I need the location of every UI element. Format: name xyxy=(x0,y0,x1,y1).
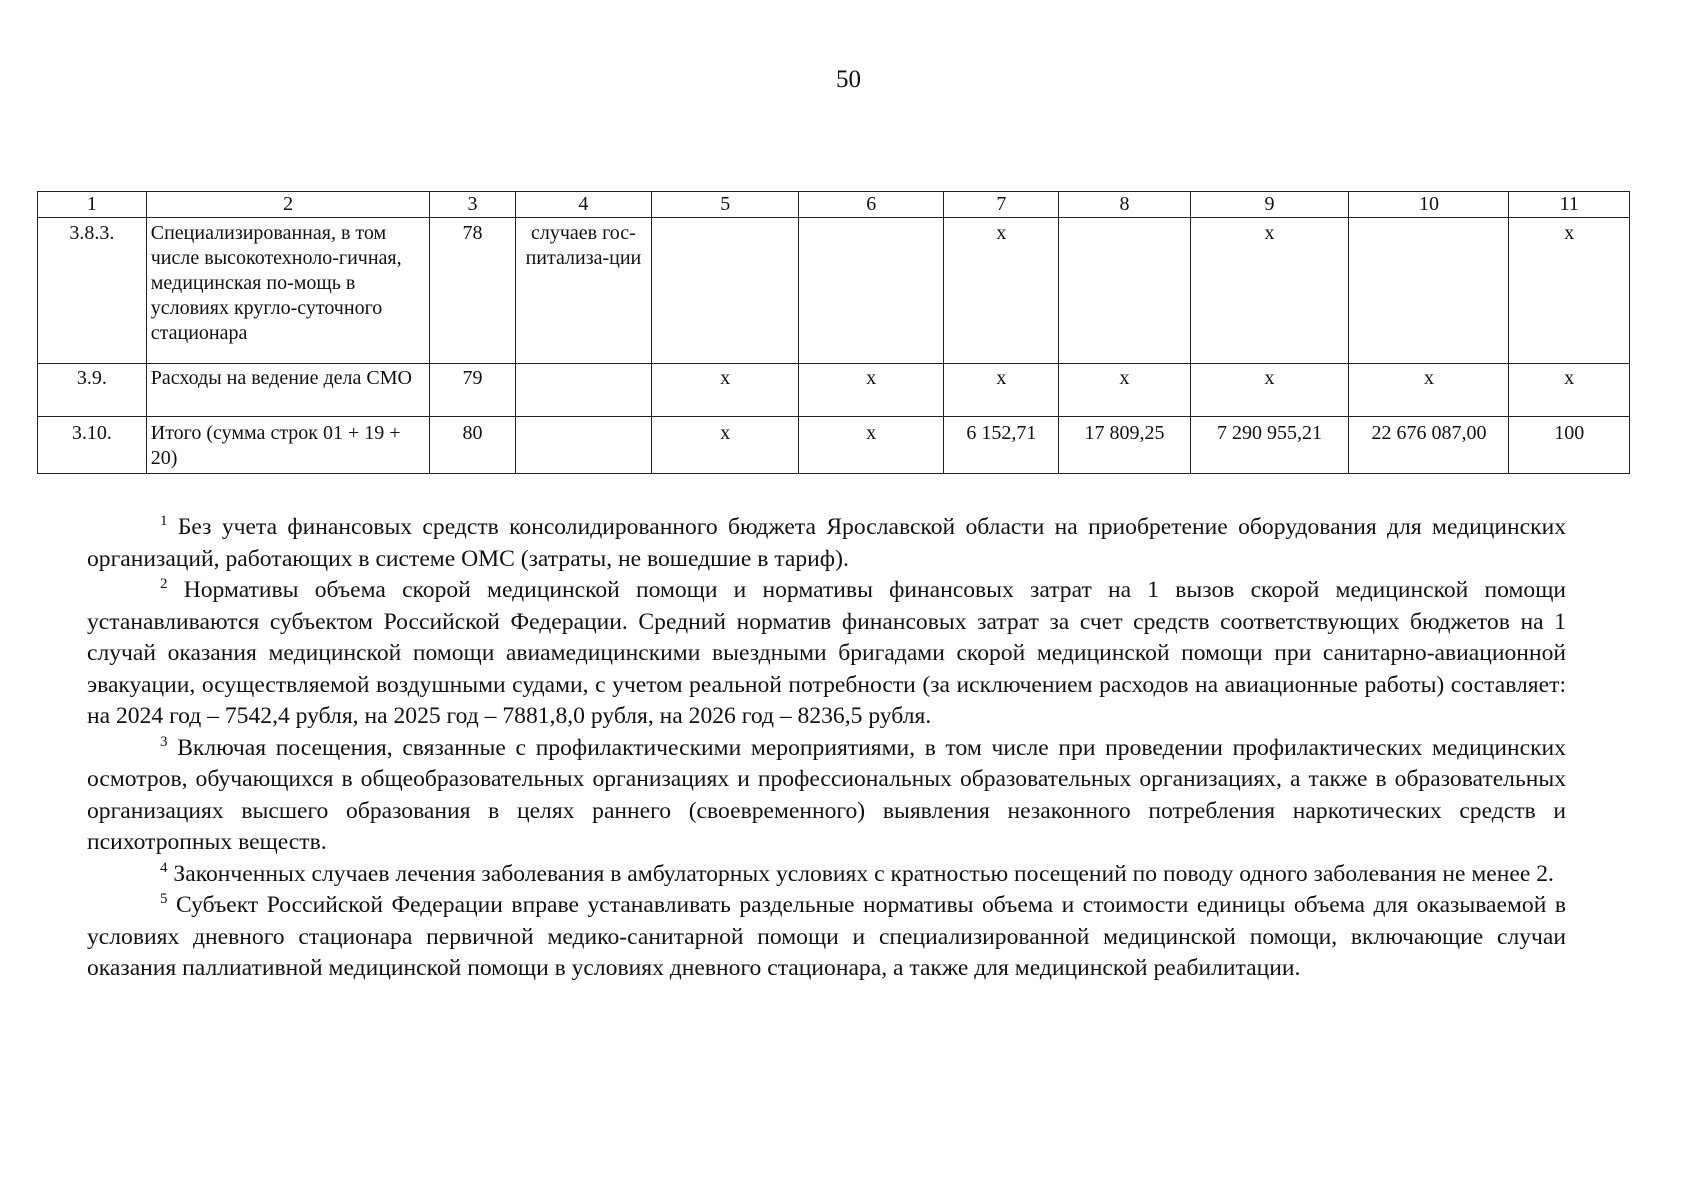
row-unit-cell xyxy=(515,417,651,474)
header-cell-5: 5 xyxy=(652,192,799,218)
footnote-text: Субъект Российской Федерации вправе устанавливать раздельные нормативы объема и стоимости единицы объема для оказываемой в условиях дневного стационара первичной медико-санитарной помощи и специализированной медицинской помощи, включающие случаи оказания паллиативной медицинской помощи в условиях дневного стационара, а также для медицинской реабилитации. xyxy=(87,892,1566,981)
table-cell: х xyxy=(652,364,799,417)
table-row xyxy=(38,218,1630,364)
table-cell: 7 290 955,21 xyxy=(1190,417,1349,474)
row-code-cell: 79 xyxy=(430,364,515,417)
footnotes xyxy=(87,512,1566,985)
footnote-2 xyxy=(87,575,1566,733)
row-name-cell: Итого (сумма строк 01 + 19 + 20) xyxy=(146,417,430,474)
row-number-cell: 3.8.3. xyxy=(38,218,147,364)
header-cell-2: 2 xyxy=(146,192,430,218)
data-table xyxy=(37,191,1630,474)
footnote-text: Нормативы объема скорой медицинской помощи и нормативы финансовых затрат на 1 вызов скорой медицинской помощи устанавливаются субъектом Российской Федерации. Средний норматив финансовых затрат за счет средств соответствующих бюджетов на 1 случай оказания медицинской помощи авиамедицинскими выездными бригадами скорой медицинской помощи при санитарно-авиационной эвакуации, осуществляемой воздушными судами, с учетом реальной потребности (за исключением расходов на авиационные работы) составляет: на 2024 год – 7542,4 рубля, на 2025 год – 7881,8,0 рубля, на 2026 год – 8236,5 рубля. xyxy=(87,577,1566,729)
row-number-cell: 3.9. xyxy=(38,364,147,417)
table-cell: х xyxy=(1509,364,1630,417)
table-cell: 17 809,25 xyxy=(1059,417,1190,474)
table-cell xyxy=(1059,218,1190,364)
footnote-text: Без учета финансовых средств консолидированного бюджета Ярославской области на приобретение оборудования для медицинских организаций, работающих в системе ОМС (затраты, не вошедшие в тариф). xyxy=(87,514,1566,572)
footnote-text: Законченных случаев лечения заболевания в амбулаторных условиях с кратностью посещений по поводу одного заболевания не менее 2. xyxy=(173,860,1554,887)
table-row xyxy=(38,417,1630,474)
row-unit-cell: случаев гос-питализа-ции xyxy=(515,218,651,364)
header-cell-4: 4 xyxy=(515,192,651,218)
table-cell: 22 676 087,00 xyxy=(1349,417,1509,474)
table-cell: х xyxy=(1190,218,1349,364)
table-cell: 6 152,71 xyxy=(944,417,1059,474)
table-cell: х xyxy=(1190,364,1349,417)
table-cell: х xyxy=(799,417,944,474)
table-cell: х xyxy=(1349,364,1509,417)
table-cell: х xyxy=(799,364,944,417)
row-code-cell: 80 xyxy=(430,417,515,474)
table-cell: х xyxy=(1059,364,1190,417)
footnote-mark: 1 xyxy=(160,513,168,529)
row-unit-cell xyxy=(515,364,651,417)
table-cell xyxy=(799,218,944,364)
footnote-mark: 2 xyxy=(160,576,168,592)
table-cell: 100 xyxy=(1509,417,1630,474)
page-number: 50 xyxy=(836,66,861,93)
table-cell: х xyxy=(944,218,1059,364)
row-code-cell: 78 xyxy=(430,218,515,364)
footnote-1 xyxy=(87,512,1566,575)
header-cell-10: 10 xyxy=(1349,192,1509,218)
table-cell: х xyxy=(1509,218,1630,364)
table-cell: х xyxy=(652,417,799,474)
table-row xyxy=(38,364,1630,417)
row-name-cell: Расходы на ведение дела СМО xyxy=(146,364,430,417)
table-header-row xyxy=(38,192,1630,218)
footnote-3 xyxy=(87,733,1566,859)
header-cell-11: 11 xyxy=(1509,192,1630,218)
footnote-5 xyxy=(87,890,1566,985)
row-number-cell: 3.10. xyxy=(38,417,147,474)
header-cell-3: 3 xyxy=(430,192,515,218)
footnote-mark: 3 xyxy=(160,733,168,750)
row-name-cell: Специализированная, в том числе высокотехноло-гичная, медицинская по-мощь в условиях кругло-суточного стационара xyxy=(146,218,430,364)
header-cell-1: 1 xyxy=(38,192,147,218)
footnote-mark: 5 xyxy=(160,891,168,907)
table-cell xyxy=(1349,218,1509,364)
header-cell-7: 7 xyxy=(944,192,1059,218)
header-cell-6: 6 xyxy=(799,192,944,218)
header-cell-8: 8 xyxy=(1059,192,1190,218)
footnote-4 xyxy=(87,859,1566,891)
footnote-mark: 4 xyxy=(160,859,168,876)
table-cell: х xyxy=(944,364,1059,417)
footnote-text: Включая посещения, связанные с профилактическими мероприятиями, в том числе при проведении профилактических медицинских осмотров, обучающихся в общеобразовательных организациях и профессиональных образовательных организациях, а также в образовательных организациях высшего образования в целях раннего (своевременного) выявления незаконного потребления наркотических средств и психотропных веществ. xyxy=(87,734,1566,855)
header-cell-9: 9 xyxy=(1190,192,1349,218)
table-cell xyxy=(652,218,799,364)
